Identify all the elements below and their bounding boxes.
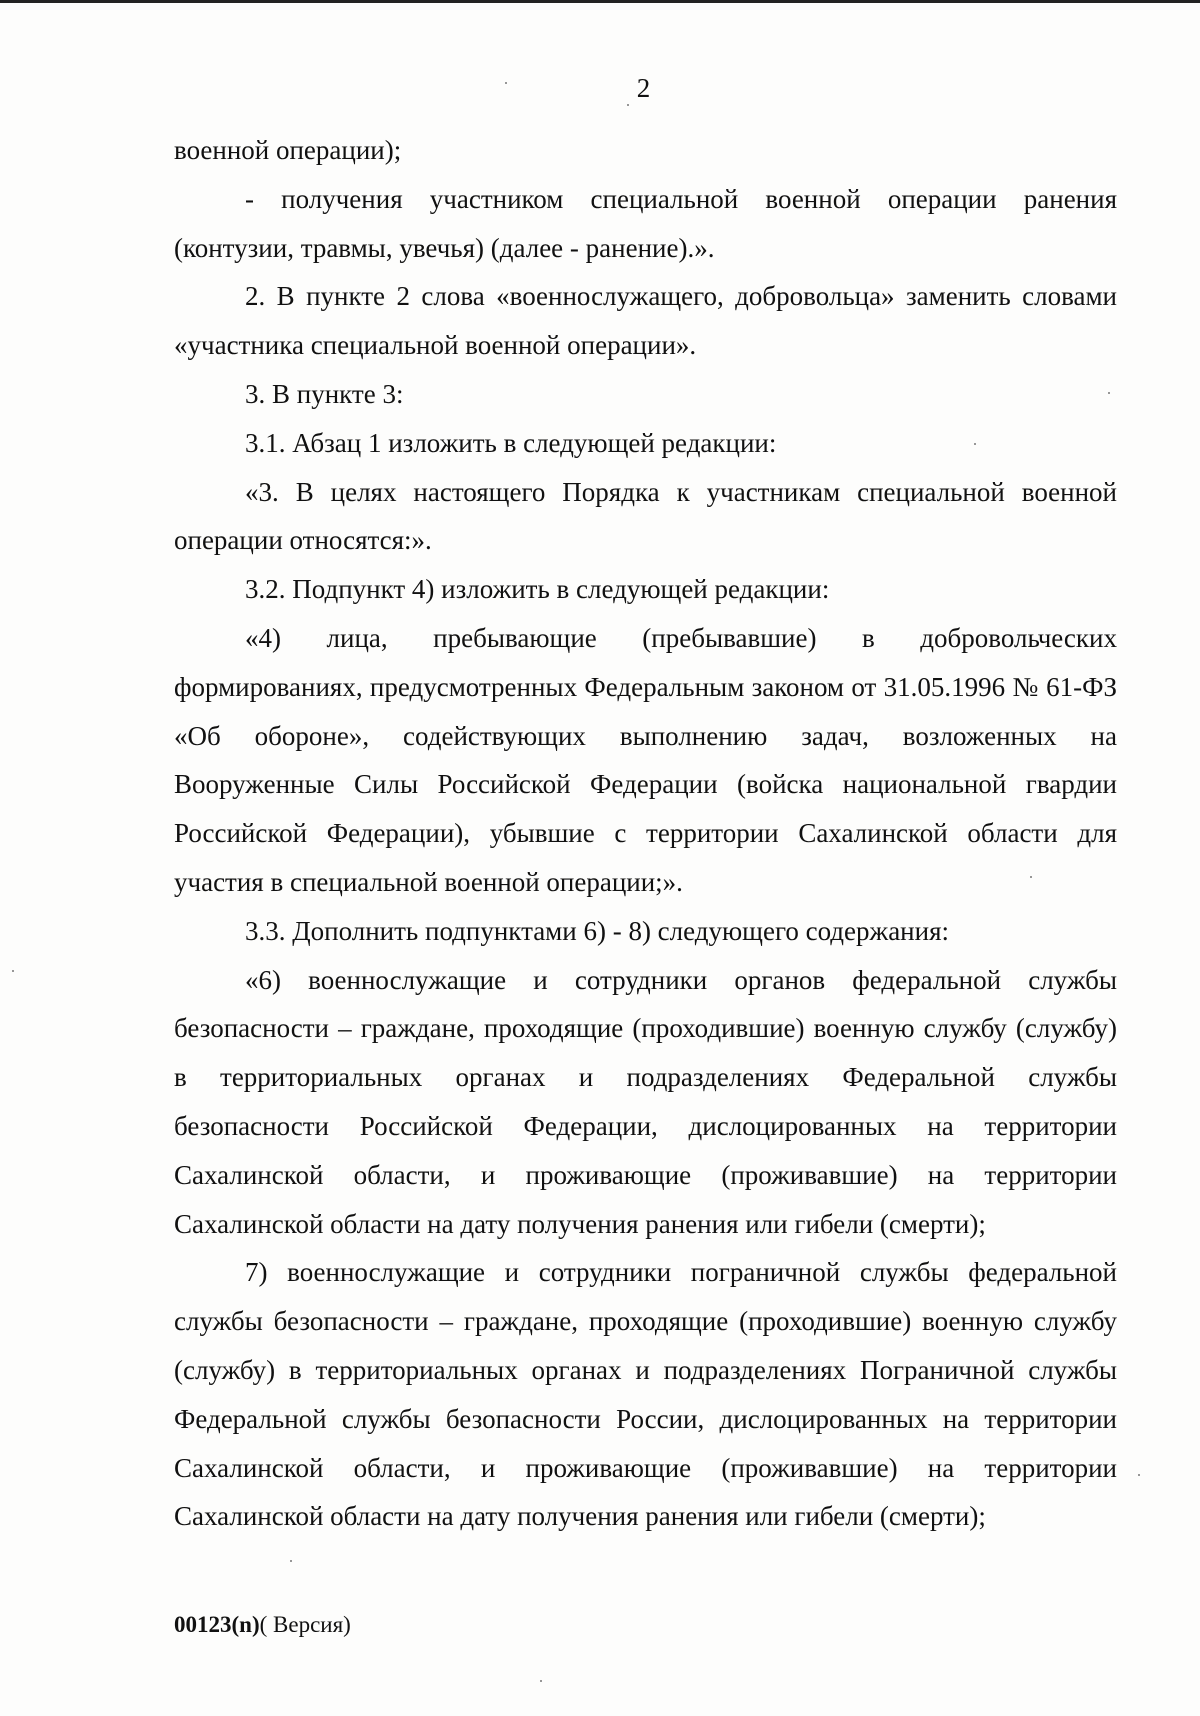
paragraph: «4) лица, пребывающие (пребывавшие) в добровольческих формированиях, предусмотренных Федеральным законом от 31.05.1996 № 61-ФЗ «Об обороне», содействующих выполнению задач, возложенных на Вооруженные Силы Российской Федерации (войска национальной гвардии Российской Федерации), убывшие с территории Сахалинской области для участия в специальной военной операции;». [174, 622, 1117, 897]
paragraph: 3. В пункте 3: [245, 378, 404, 409]
document-version: ( Версия) [259, 1612, 351, 1637]
paragraph: 3.2. Подпункт 4) изложить в следующей редакции: [245, 574, 830, 605]
document-footer [174, 1611, 351, 1639]
scan-speck [290, 1560, 292, 1562]
top-edge-line [0, 0, 1200, 3]
scan-speck [1108, 392, 1110, 394]
paragraph: 3.3. Дополнить подпунктами 6) - 8) следующего содержания: [245, 915, 949, 946]
paragraph: 7) военнослужащие и сотрудники пограничной службы федеральной службы безопасности – граждане, проходящие (проходившие) военную службу (службу) в территориальных органах и подразделениях Пограничной службы Федеральной службы безопасности России, дислоцированных на территории Сахалинской области, и проживающие (проживавшие) на территории Сахалинской области на дату получения ранения или гибели (смерти); [174, 1257, 1117, 1532]
scan-speck [974, 443, 976, 445]
paragraph: «6) военнослужащие и сотрудники органов федеральной службы безопасности – граждане, проходящие (проходившие) военную службу (службу) в территориальных органах и подразделениях Федеральной службы безопасности Российской Федерации, дислоцированных на территории Сахалинской области, и проживающие (проживавшие) на территории Сахалинской области на дату получения ранения или гибели (смерти); [174, 964, 1117, 1239]
scan-speck [505, 82, 507, 84]
scan-speck [540, 1680, 542, 1682]
scan-speck [1030, 876, 1032, 878]
document-code: 00123(n) [174, 1612, 260, 1637]
paragraph: 3.1. Абзац 1 изложить в следующей редакции: [245, 427, 777, 458]
scan-speck [1138, 1474, 1140, 1476]
document-body [174, 126, 1117, 1541]
paragraph: - получения участником специальной военной операции ранения (контузии, травмы, увечья) (далее - ранение).». [174, 183, 1117, 263]
scan-speck [12, 970, 14, 972]
scan-speck [627, 104, 629, 106]
paragraph: военной операции); [174, 135, 402, 165]
paragraph: 2. В пункте 2 слова «военнослужащего, добровольца» заменить словами «участника специальной военной операции». [174, 281, 1117, 361]
page-number: 2 [636, 73, 651, 103]
paragraph: «3. В целях настоящего Порядка к участникам специальной военной операции относятся:». [174, 476, 1117, 556]
